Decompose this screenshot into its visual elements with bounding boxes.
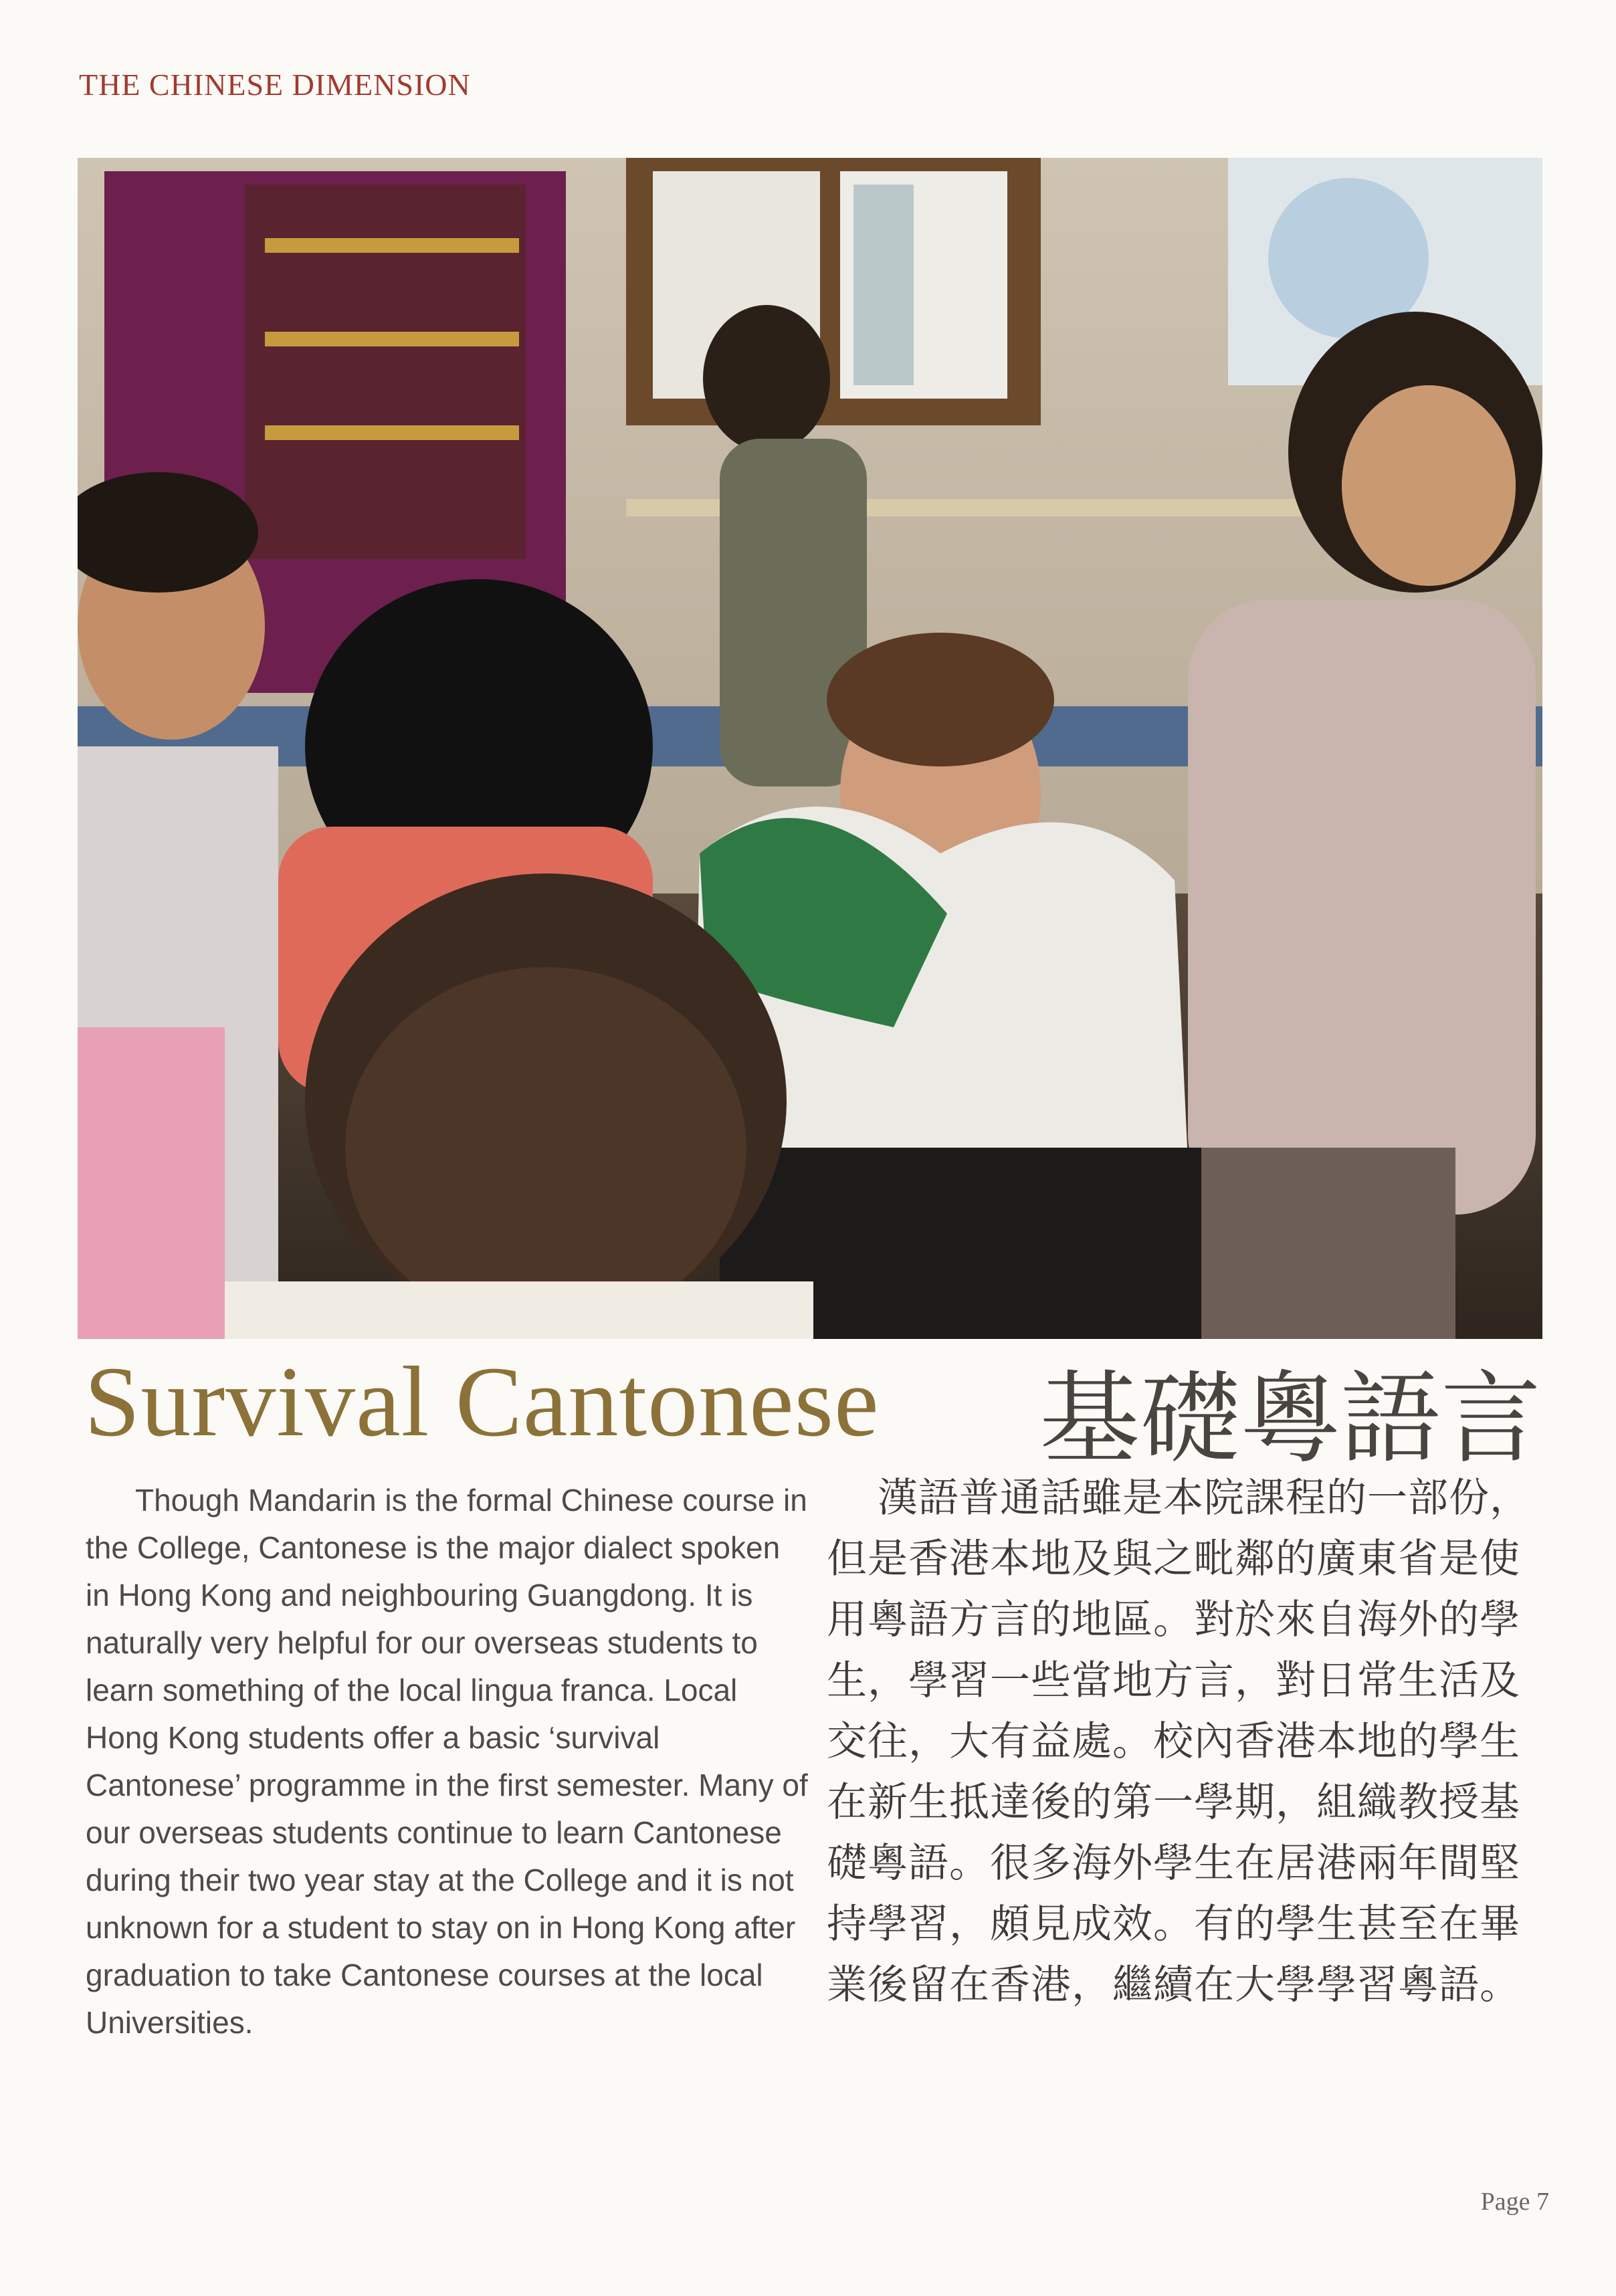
- article-title-english: Survival Cantonese: [84, 1346, 880, 1457]
- classroom-photo-illustration: [78, 158, 1542, 1339]
- article-title-chinese: 基礎粵語言: [1039, 1361, 1541, 1477]
- page-number: Page 7: [1480, 2188, 1549, 2216]
- article-photo: [78, 158, 1542, 1339]
- article-body-chinese: 漢語普通話雖是本院課程的一部份，但是香港本地及與之毗鄰的廣東省是使用粵語方言的地區。對於來自海外的學生，學習一些當地方言，對日常生活及交往，大有益處。校內香港本地的學生在新生抵達後的第一學期，組織教授基礎粵語。很多海外學生在居港兩年間堅持學習，頗見成效。有的學生甚至在畢業後留在香港，繼續在大學學習粵語。: [827, 1475, 1530, 2008]
- section-label: THE CHINESE DIMENSION: [79, 68, 471, 102]
- article-body-english: Though Mandarin is the formal Chinese course in the College, Cantonese is the major dialect spoken in Hong Kong and neighbouring Guangdong. It is naturally very helpful for our overseas students to learn something of the local lingua franca. Local Hong Kong students offer a basic ‘survival Cantonese’ programme in the first semester. Many of our overseas students continue to learn Cantonese during their two year stay at the College and it is not unknown for a student to stay on in Hong Kong after graduation to take Cantonese courses at the local Universities.: [86, 1483, 808, 2040]
